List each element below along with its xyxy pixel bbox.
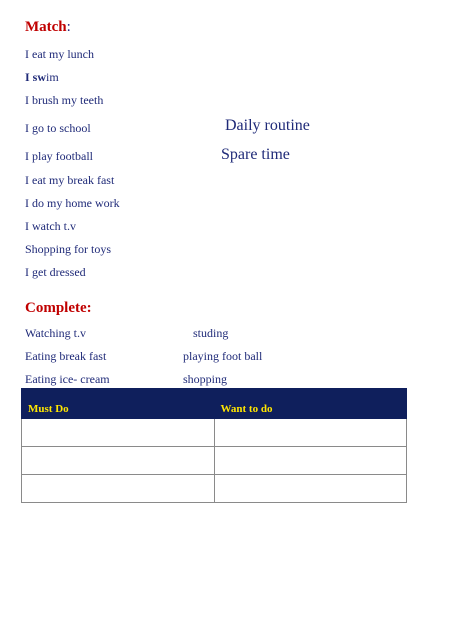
- table-row: [22, 475, 407, 503]
- header-must-do: Must Do: [22, 389, 215, 419]
- table-header-row: [22, 389, 407, 419]
- word-left-3: Eating ice- cream: [25, 372, 110, 386]
- match-item-2: [25, 70, 59, 85]
- match-heading-colon: :: [66, 19, 71, 35]
- word-right-3: shopping: [183, 372, 228, 386]
- match-item-4: I go to school: [25, 121, 91, 135]
- table-row: [22, 419, 407, 447]
- word-left-1: Watching t.v: [25, 326, 87, 340]
- table-cell-must-do[interactable]: [22, 447, 215, 475]
- table-cell-want-to-do[interactable]: [214, 419, 407, 447]
- match-item-5: I play football: [25, 149, 93, 163]
- word-left-2: Eating break fast: [25, 349, 107, 363]
- header-want-to-do: Want to do: [214, 389, 407, 419]
- match-item-7: I do my home work: [25, 196, 120, 210]
- match-item-3: I brush my teeth: [25, 93, 104, 107]
- complete-heading: Complete:: [25, 300, 92, 316]
- match-item-6: I eat my break fast: [25, 173, 115, 187]
- category-daily-routine: Daily routine: [225, 117, 310, 134]
- match-item-1: I eat my lunch: [25, 47, 94, 61]
- word-right-2: playing foot ball: [183, 349, 263, 363]
- match-item-2-rest: im: [46, 70, 59, 84]
- category-spare-time: Spare time: [221, 146, 290, 163]
- match-item-10: I get dressed: [25, 265, 86, 279]
- must-want-table: [21, 388, 407, 503]
- table-row: [22, 447, 407, 475]
- match-heading-text: Match: [25, 19, 67, 35]
- table-cell-must-do[interactable]: [22, 419, 215, 447]
- table-cell-want-to-do[interactable]: [214, 447, 407, 475]
- word-right-1: studing: [193, 326, 229, 340]
- match-item-8: I watch t.v: [25, 219, 76, 233]
- table-cell-must-do[interactable]: [22, 475, 215, 503]
- match-item-9: Shopping for toys: [25, 242, 112, 256]
- match-heading: [25, 19, 71, 36]
- match-item-2-bold: I sw: [25, 70, 47, 84]
- table-cell-want-to-do[interactable]: [214, 475, 407, 503]
